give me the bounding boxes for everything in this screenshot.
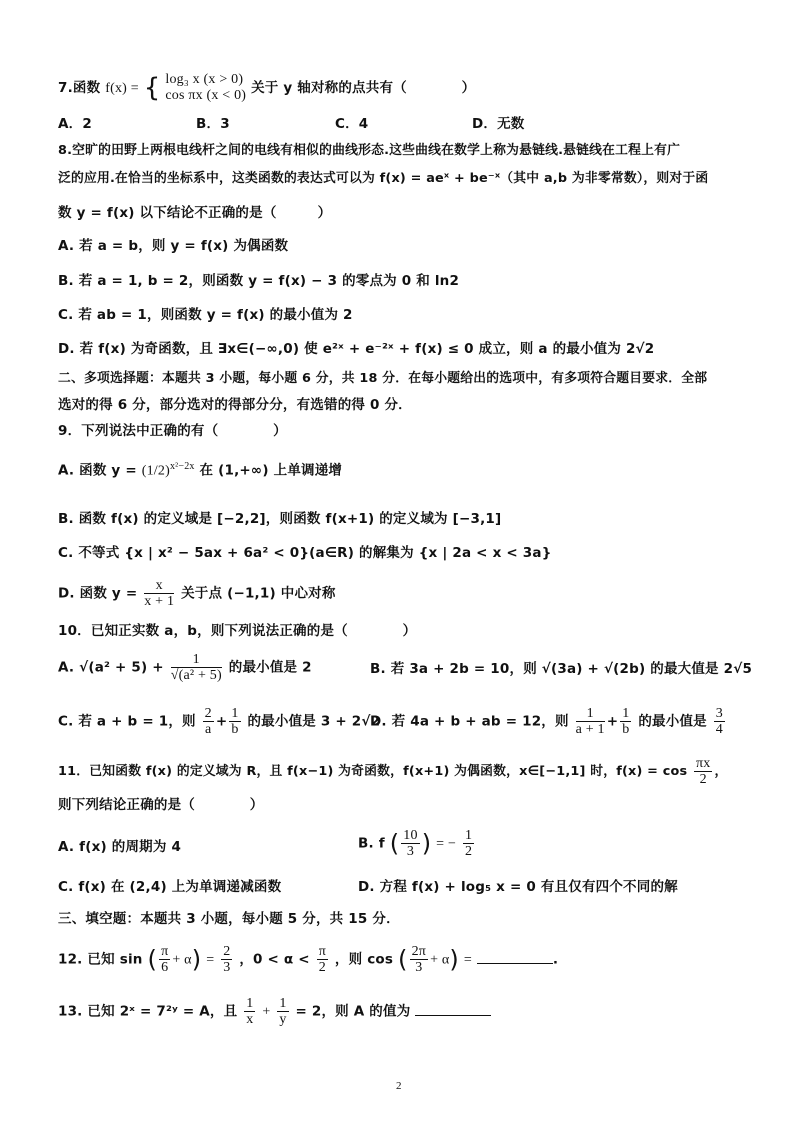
q8-option-d: D. 若 f(x) 为奇函数，且 ∃x∈(−∞,0) 使 e²ˣ + e⁻²ˣ + f(x) ≤ 0 成立，则 a 的最小值为 2√2 (58, 341, 655, 357)
q9-option-a (58, 458, 342, 481)
q11-b-mid: = − (436, 836, 457, 852)
q13-plus: + (262, 1004, 271, 1020)
q9-d-fraction (144, 578, 174, 609)
q10-option-d: D. 若 4a + b + ab = 12，则 $\frac{1}{a + 1}$ + $\frac{1}{b}$ 的最小值是 $\frac{3}{4}$ (370, 706, 723, 737)
q10-stem: 10．已知正实数 a，b，则下列说法正确的是（ ） (58, 623, 417, 639)
q7-cases (165, 72, 246, 104)
q12-frac-c-den: 2 (318, 960, 326, 975)
q10-option-b: B. 若 3a + 2b = 10，则 √(3a) + √(2b) 的最大值是 2√5 (370, 661, 753, 677)
q7-stem-post: 关于 y 轴对称的点共有（ ） (251, 80, 476, 96)
q10-d-answer-fraction (714, 706, 725, 737)
q9-a-post: 在 (1,+∞) 上单调递增 (199, 462, 343, 479)
q10-d-frac-2 (620, 706, 631, 737)
q12-paren-2-close: ) (449, 945, 459, 974)
q11-option-b (358, 828, 476, 859)
q12-a-post: + α (172, 952, 192, 968)
q12-dot: . (552, 951, 559, 968)
q8-stem-line-1: 8.空旷的田野上两根电线杆之间的电线有相似的曲线形态.这些曲线在数学上称为悬链线.悬链线在工程上有广 (58, 143, 681, 158)
q12-paren-2-open: ( (398, 945, 408, 974)
q13-frac-1 (244, 996, 255, 1027)
q9-a-exponent: x²−2x (169, 461, 195, 472)
q12-paren-1-open: ( (147, 945, 158, 974)
q11-stem-den: 2 (699, 772, 707, 787)
q10-d-answer-den: 4 (715, 722, 723, 737)
q8-option-c: C. 若 ab = 1，则函数 y = f(x) 的最小值为 2 (58, 307, 353, 323)
q8-option-a: A. 若 a = b，则 y = f(x) 为偶函数 (58, 238, 289, 254)
q7-function: f(x) = (105, 81, 139, 96)
section3-title: 三、填空题：本题共 3 小题，每小题 5 分，共 15 分． (58, 911, 400, 927)
q8-stem-line-3: 数 y = f(x) 以下结论不正确的是（ ） (58, 205, 332, 221)
q12-frac-b (410, 944, 428, 975)
q10-c-frac-2 (229, 706, 240, 737)
q12-pre: 12. 已知 sin (58, 951, 143, 968)
q10-a-numerator: 1 (171, 652, 222, 668)
q7-stem-pre: 7.函数 (58, 80, 101, 96)
q10-d-frac-1-den: a + 1 (575, 722, 605, 737)
q9-stem: 9．下列说法中正确的有（ ） (58, 423, 287, 439)
q8-option-b: B. 若 a = 1, b = 2，则函数 y = f(x) − 3 的零点为 0 和 ln2 (58, 273, 460, 289)
q11-b-frac-1-num: 10 (403, 828, 418, 843)
q12-end-equals: = (463, 952, 473, 968)
q11-option-a: A. f(x) 的周期为 4 (58, 839, 182, 855)
q8-stem-line-2: 泛的应用.在恰当的坐标系中，这类函数的表达式可以为 f(x) = aeˣ + be⁻ˣ（其中 a,b 为非零常数），则对于函 (58, 171, 709, 186)
q12-frac-a-den: 6 (161, 960, 169, 975)
q12 (58, 944, 558, 975)
q12-equals: = (206, 952, 215, 968)
q11-b-paren-open: ( (389, 829, 400, 858)
q12-frac-value-den: 3 (223, 960, 231, 975)
q7-case-1: log₃ x (x > 0) (165, 72, 244, 87)
q11-b-pre: B. f (358, 835, 385, 852)
section2-line-2: 选对的得 6 分，部分选对的得部分分，有选错的得 0 分． (58, 397, 412, 413)
q12-paren-1-close: ) (191, 945, 202, 974)
q10-c-frac-1 (203, 706, 214, 737)
q9-option-b: B. 函数 f(x) 的定义域是 [−2,2]，则函数 f(x+1) 的定义域为 [−3,1] (58, 511, 502, 527)
q11-b-frac-2-num: 1 (464, 828, 473, 843)
q7-option-c: C．4 (335, 116, 369, 132)
q10-c-frac-1-num: 2 (204, 706, 212, 721)
q7-option-a: A．2 (58, 116, 92, 132)
q7-brace: { (143, 73, 161, 103)
q10-a-denominator: √(a² + 5) (170, 668, 222, 683)
q12-condition: ，0 < α < (239, 951, 310, 968)
section2-line-1: 二、多项选择题：本题共 3 小题，每小题 6 分，共 18 分．在每小题给出的选项中，有多项符合题目要求．全部 (58, 371, 708, 386)
q10-d-frac-1 (576, 706, 605, 737)
q11-b-frac-2 (463, 828, 474, 859)
q10-d-post: 的最小值是 (638, 713, 707, 730)
q11-stem-pre: 11．已知函数 f(x) 的定义域为 R，且 f(x−1) 为奇函数，f(x+1) 为偶函数，x∈[−1,1] 时，f(x) = cos (58, 764, 688, 779)
q11-stem-fraction (694, 756, 712, 787)
q10-d-frac-1-num: 1 (576, 706, 605, 722)
q7-case-2: cos πx (x < 0) (165, 88, 247, 103)
q9-a-pre: A. 函数 y = (58, 462, 137, 479)
q13-answer-blank[interactable] (415, 1003, 491, 1016)
q13-frac-1-den: x (246, 1012, 254, 1027)
q10-d-frac-2-den: b (622, 722, 630, 737)
q10-c-pre: C. 若 a + b = 1，则 (58, 713, 196, 730)
q13 (58, 996, 491, 1027)
q12-frac-b-den: 3 (415, 960, 423, 975)
q10-c-post: 的最小值是 3 + 2√2 (247, 713, 381, 730)
q10-d-frac-2-num: 1 (622, 706, 630, 721)
q13-frac-1-num: 1 (246, 996, 254, 1011)
q11-stem-num: πx (696, 756, 711, 771)
q12-b-post: + α (430, 952, 450, 968)
q12-frac-c (317, 944, 328, 975)
q7-option-b: B．3 (196, 116, 230, 132)
q10-option-c: C. 若 a + b = 1，则 $\frac{2}{a}$ + $\frac{1}{b}$ 的最小值是 3 + 2√2 (58, 706, 381, 737)
q10-a-fraction (171, 652, 222, 683)
q11-b-frac-2-den: 2 (464, 844, 473, 859)
q10-c-frac-2-den: b (231, 722, 239, 737)
q12-answer-blank[interactable] (477, 951, 553, 964)
q9-a-base: (1/2) (141, 463, 170, 479)
q12-frac-value (221, 944, 232, 975)
q9-d-post: 关于点 (−1,1) 中心对称 (181, 585, 336, 602)
q12-frac-value-num: 2 (223, 944, 231, 959)
q13-post: = 2，则 A 的值为 (295, 1003, 411, 1020)
q13-frac-2-den: y (279, 1012, 287, 1027)
q9-d-denominator: x + 1 (144, 594, 175, 609)
q10-option-a (58, 652, 312, 683)
q11-stem (58, 756, 727, 787)
q11-stem-post: ， (714, 764, 728, 779)
q10-c-frac-2-num: 1 (231, 706, 239, 721)
q10-a-pre: A. √(a² + 5) + (58, 659, 164, 676)
q11-stem-line-2: 则下列结论正确的是（ ） (58, 797, 264, 813)
q9-d-numerator: x (144, 578, 174, 594)
q11-b-frac-1-den: 3 (406, 844, 415, 859)
q10-d-pre: D. 若 4a + b + ab = 12，则 (370, 713, 569, 730)
q10-a-post: 的最小值是 2 (228, 659, 312, 676)
q13-pre: 13. 已知 2ˣ = 7²ʸ = A，且 (58, 1003, 238, 1020)
q9-d-pre: D. 函数 y = (58, 585, 138, 602)
page-number: 2 (396, 1080, 402, 1092)
q10-d-answer-num: 3 (715, 706, 723, 721)
q13-frac-2-num: 1 (279, 996, 287, 1011)
q12-mid: ，则 cos (334, 951, 394, 968)
q10-c-frac-1-den: a (205, 722, 212, 737)
q9-option-d (58, 578, 336, 609)
q7-stem (58, 72, 475, 104)
q11-option-c: C. f(x) 在 (2,4) 上为单调递减函数 (58, 879, 282, 895)
q11-option-d: D. 方程 f(x) + log₅ x = 0 有且仅有四个不同的解 (358, 879, 678, 895)
q12-frac-b-num: 2π (411, 944, 427, 959)
q12-frac-a-num: π (161, 944, 169, 959)
q7-option-d: D．无数 (472, 116, 525, 132)
q12-frac-a (159, 944, 170, 975)
q13-frac-2 (277, 996, 288, 1027)
q9-option-c: C. 不等式 {x | x² − 5ax + 6a² < 0}(a∈R) 的解集为 {x | 2a < x < 3a} (58, 545, 552, 561)
q12-frac-c-num: π (318, 944, 326, 959)
q11-b-paren-close: ) (421, 829, 432, 858)
q11-b-frac-1 (401, 828, 419, 859)
